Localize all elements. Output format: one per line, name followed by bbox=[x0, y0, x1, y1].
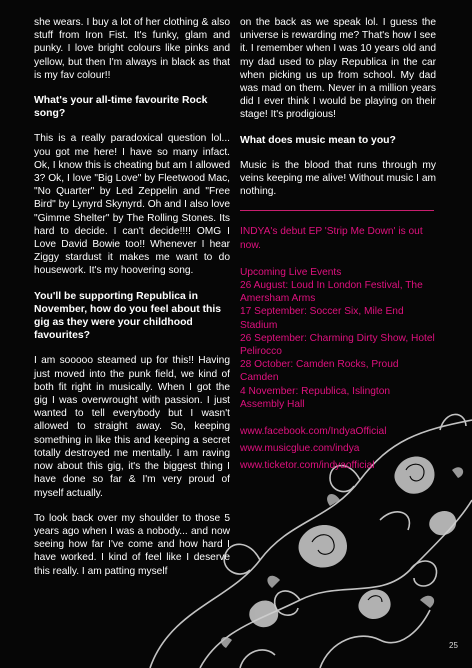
event-item: 26 August: Loud In London Festival, The Amersham Arms bbox=[240, 280, 423, 305]
answer-paragraph: This is a really paradoxical question lol... you got me here! I have so many infact. Ok, I know this is cheating but am I allowed 3? Ok, I love "Big Love" by Fleetwood Mac, "No Quarter" by Led Zeppelin and "Free Bird" by Lynyrd Skynyrd. Oh and I also love "Gimme Shelter" by The Rolling Stones. Its hard to decide. I can't decide!!!! OMG I Love David Bowie too!! Whenever I hear Ziggy stardust it makes me want to do housework. It's my hoovering song. bbox=[34, 133, 230, 277]
answer-paragraph: I am sooooo steamed up for this!! Having just moved into the punk field, we kind of both fit right in musically. When I got the gig I was overwrought with passion. I just wanted to tell everybody but I wasn't allowed to straight away. So, keeping something in like this and keeping a secret totally destroyed me mentally. I am raving now about this gig, it's the biggest thing I have done so far & I'm very proud of myself actually. bbox=[34, 355, 230, 499]
event-item: 28 October: Camden Rocks, Proud Camden bbox=[240, 359, 399, 384]
answer-paragraph: To look back over my shoulder to those 5 years ago when I was a nobody... and now seeing how far I've come and how hard I have worked. I kind of feel like I deserve this really. I am patting myself bbox=[34, 512, 230, 577]
page-number: 25 bbox=[449, 641, 458, 650]
interview-question: You'll be supporting Republica in November, how do you feel about this gig as they were your childhood favourites? bbox=[34, 290, 222, 342]
right-column bbox=[240, 16, 436, 477]
events-list bbox=[240, 266, 436, 411]
musicglue-link[interactable]: www.musicglue.com/indya bbox=[240, 443, 360, 455]
links-list bbox=[240, 425, 436, 473]
answer-paragraph: Music is the blood that runs through my veins keeping me alive! Without music I am nothing. bbox=[240, 159, 436, 198]
ep-announcement: INDYA's debut EP 'Strip Me Down' is out now. bbox=[240, 226, 423, 251]
interview-question: What's your all-time favourite Rock song? bbox=[34, 95, 208, 120]
section-divider bbox=[240, 210, 434, 211]
info-box bbox=[240, 225, 436, 472]
event-item: 4 November: Republica, Islington Assembly Hall bbox=[240, 385, 391, 410]
answer-paragraph: on the back as we speak lol. I guess the universe is rewarding me? That's how I see it. I remember when I was 10 years old and my dad used to play Republica in the car when picking us up from school. My dad was mad on them. Never in a million years did I ever think I would be playing on their stage! It's prodigious! bbox=[240, 17, 436, 121]
interview-question: What does music mean to you? bbox=[240, 134, 396, 146]
left-column bbox=[34, 16, 230, 590]
facebook-link[interactable]: www.facebook.com/IndyaOfficial bbox=[240, 426, 387, 438]
event-item: 17 September: Soccer Six, Mile End Stadium bbox=[240, 306, 404, 331]
ticketor-link[interactable]: www.ticketor.com/indyaofficial bbox=[240, 460, 375, 472]
events-title: Upcoming Live Events bbox=[240, 266, 342, 278]
answer-paragraph: she wears. I buy a lot of her clothing & also stuff from Iron Fist. It's funky, glam and punky. I love bright colours like pinks and yellow, but then I'm always in black as that is my fav colour!! bbox=[34, 17, 230, 81]
event-item: 26 September: Charming Dirty Show, Hotel Pelirocco bbox=[240, 332, 435, 358]
